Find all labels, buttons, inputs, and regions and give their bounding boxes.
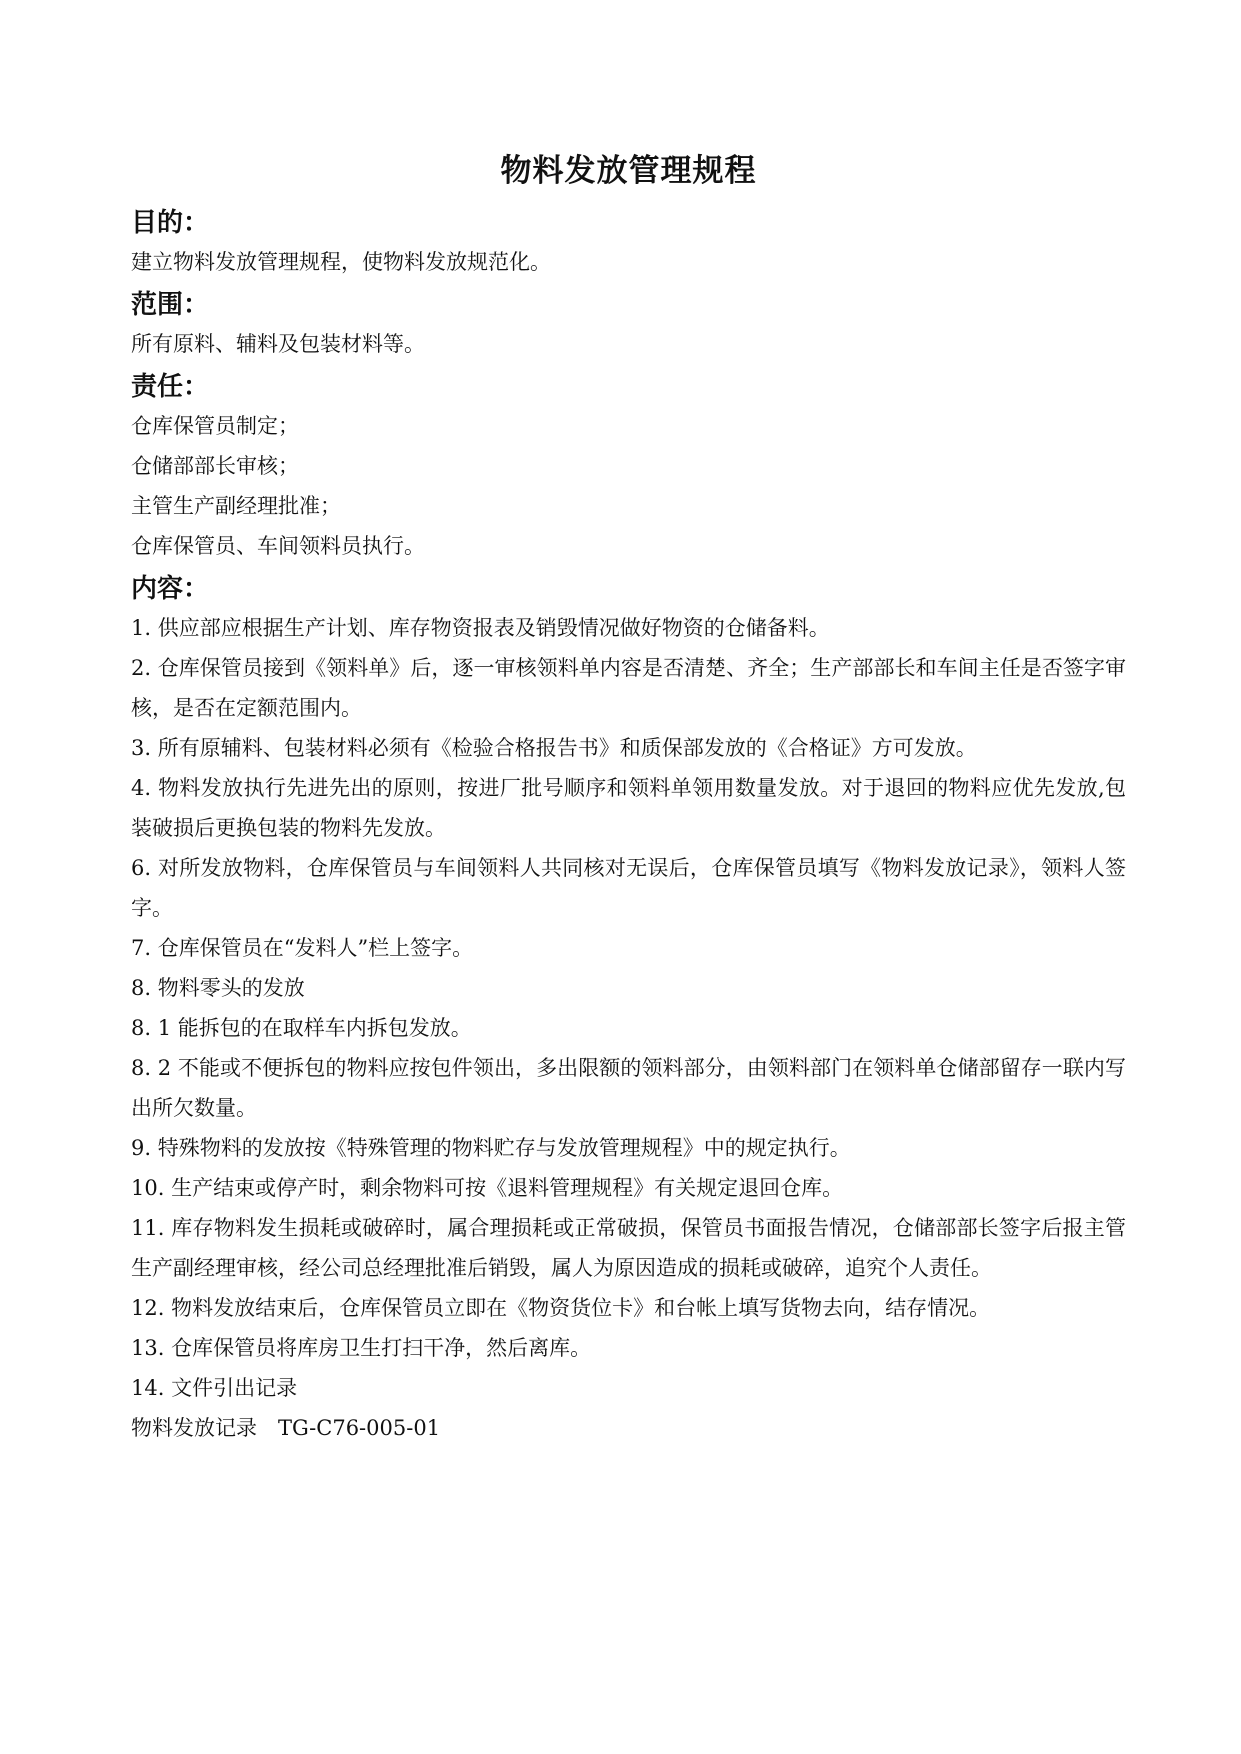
content-item: 10. 生产结束或停产时，剩余物料可按《退料管理规程》有关规定退回仓库。 [131,1176,844,1200]
content-item: 8. 2 不能或不便拆包的物料应按包件领出，多出限额的领料部分，由领料部门在领料单仓储部留存一联内写出所欠数量。 [131,1056,1126,1120]
content-item: 12. 物料发放结束后，仓库保管员立即在《物资货位卡》和台帐上填写货物去向，结存情况。 [131,1296,991,1320]
content-item: 3. 所有原辅料、包装材料必须有《检验合格报告书》和质保部发放的《合格证》方可发放。 [131,736,977,760]
content-item: 11. 库存物料发生损耗或破碎时，属合理损耗或正常破损，保管员书面报告情况，仓储部部长签字后报主管生产副经理审核，经公司总经理批准后销毁，属人为原因造成的损耗或破碎，追究个人责任。 [131,1216,1126,1280]
content-item: 14. 文件引出记录 [131,1376,298,1400]
content-item: 6. 对所发放物料，仓库保管员与车间领料人共同核对无误后，仓库保管员填写《物料发放记录》，领料人签字。 [131,856,1126,920]
content-item: 8. 物料零头的发放 [131,976,305,1000]
content-item: 7. 仓库保管员在“发料人”栏上签字。 [131,936,474,960]
page-title: 物料发放管理规程 [500,153,757,189]
content-item: 8. 1 能拆包的在取样车内拆包发放。 [131,1016,472,1040]
purpose-heading: 目的： [131,208,210,238]
content-heading: 内容： [131,574,210,604]
content-item: 4. 物料发放执行先进先出的原则，按进厂批号顺序和领料单领用数量发放。对于退回的物料应优先发放,包装破损后更换包装的物料先发放。 [131,776,1126,840]
scope-heading: 范围： [131,290,210,320]
responsibility-line: 仓储部部长审核； [131,454,299,478]
content-item: 1. 供应部应根据生产计划、库存物资报表及销毁情况做好物资的仓储备料。 [131,616,830,640]
document-page [131,150,1126,1448]
content-item: 13. 仓库保管员将库房卫生打扫干净，然后离库。 [131,1336,592,1360]
responsibility-line: 仓库保管员、车间领料员执行。 [131,534,425,558]
content-item: 9. 特殊物料的发放按《特殊管理的物料贮存与发放管理规程》中的规定执行。 [131,1136,851,1160]
responsibility-line: 主管生产副经理批准； [131,494,341,518]
responsibility-line: 仓库保管员制定； [131,414,299,438]
responsibility-heading: 责任： [131,372,210,402]
content-item: 2. 仓库保管员接到《领料单》后，逐一审核领料单内容是否清楚、齐全；生产部部长和车间主任是否签字审核，是否在定额范围内。 [131,656,1126,720]
record-reference: 物料发放记录 TG-C76-005-01 [131,1416,441,1440]
purpose-text: 建立物料发放管理规程，使物料发放规范化。 [131,250,551,274]
scope-text: 所有原料、辅料及包装材料等。 [131,332,425,356]
